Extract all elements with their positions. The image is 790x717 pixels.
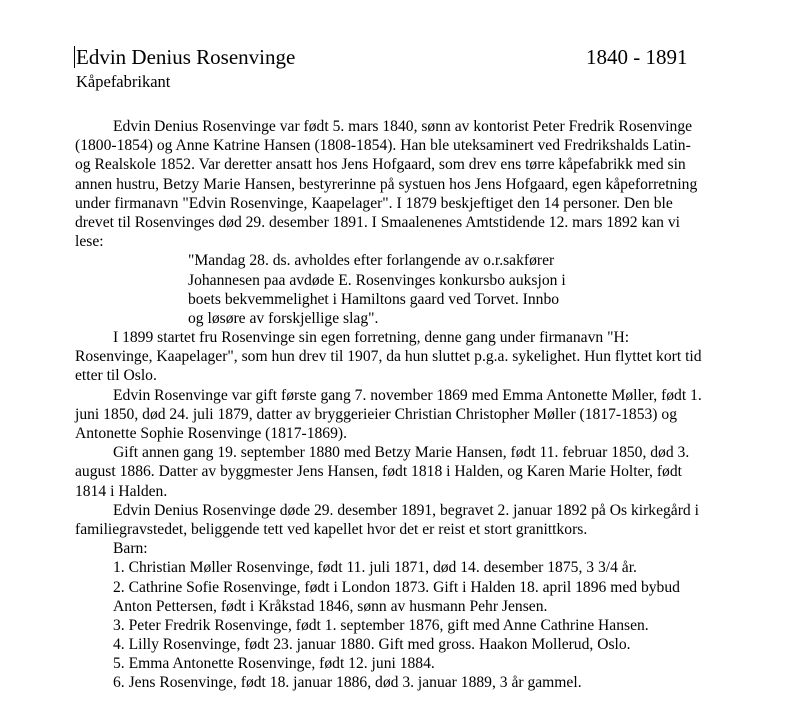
text-line: 2. Cathrine Sofie Rosenvinge, født i London 1873. Gift i Halden 18. april 1896 med bybud <box>113 578 680 596</box>
text-line: Edvin Rosenvinge var gift første gang 7. november 1869 med Emma Antonette Møller, født 1. <box>113 386 702 404</box>
text-line: Edvin Denius Rosenvinge døde 29. desember 1891, begravet 2. januar 1892 på Os kirkegård i <box>113 501 699 519</box>
text-line: etter til Oslo. <box>75 367 157 385</box>
text-line: Barn: <box>113 540 148 558</box>
text-line: drevet til Rosenvinges død 29. desember 1891. I Smaalenenes Amtstidende 12. mars 1892 kan vi <box>75 213 681 231</box>
occupation-subtitle: Kåpefabrikant <box>76 72 171 91</box>
quote-line: og løsøre av forskjellige slag". <box>188 309 379 327</box>
text-line: 5. Emma Antonette Rosenvinge, født 12. juni 1884. <box>113 655 435 673</box>
text-line: 1814 i Halden. <box>75 482 168 500</box>
quote-line: "Mandag 28. ds. avholdes efter forlangende av o.r.sakfører <box>188 252 555 270</box>
text-line: Gift annen gang 19. september 1880 med Betzy Marie Hansen, født 11. februar 1850, død 3. <box>113 444 690 462</box>
page-title: Edvin Denius Rosenvinge <box>76 45 296 69</box>
text-line: 6. Jens Rosenvinge, født 18. januar 1886, død 3. januar 1889, 3 år gammel. <box>113 674 582 692</box>
text-line: Edvin Denius Rosenvinge var født 5. mars 1840, sønn av kontorist Peter Fredrik Rosenvinge <box>113 118 693 135</box>
text-line: annen hustru, Betzy Marie Hansen, bestyrerinne på systuen hos Jens Hofgaard, egen kåpeforretning <box>75 175 698 193</box>
text-line: I 1899 startet fru Rosenvinge sin egen forretning, denne gang under firmanavn "H: <box>113 329 630 347</box>
text-line: 4. Lilly Rosenvinge, født 23. januar 1880. Gift med gross. Haakon Mollerud, Oslo. <box>113 636 631 654</box>
text-line: og Realskole 1852. Var deretter ansatt hos Jens Hofgaard, som drev ens tørre kåpefabrikk med sin <box>75 156 686 174</box>
text-cursor <box>74 46 75 68</box>
text-line: under firmanavn "Edvin Rosenvinge, Kaapelager". I 1879 beskjeftiget den 14 personer. Den ble <box>75 194 673 212</box>
text-line: 1. Christian Møller Rosenvinge, født 11. juli 1871, død 14. desember 1875, 3 3/4 år. <box>113 559 637 577</box>
text-line: Rosenvinge, Kaapelager", som hun drev til 1907, da hun sluttet p.g.a. sykelighet. Hun flyttet kort tid <box>75 348 702 366</box>
text-line: (1800-1854) og Anne Katrine Hansen (1808-1854). Han ble uteksaminert ved Fredrikshalds Latin- <box>75 137 691 155</box>
text-line: juni 1850, død 24. juli 1879, datter av bryggerieier Christian Christopher Møller (1817-1853) og <box>75 405 677 423</box>
document-body <box>75 117 725 693</box>
text-line: 3. Peter Fredrik Rosenvinge, født 1. september 1876, gift med Anne Cathrine Hansen. <box>113 616 649 634</box>
text-line: Anton Pettersen, født i Kråkstad 1846, sønn av husmann Pehr Jensen. <box>113 597 548 615</box>
text-line: familiegravstedet, beliggende tett ved kapellet hvor det er reist et stort granittkors. <box>75 520 588 538</box>
text-line: Antonette Sophie Rosenvinge (1817-1869). <box>75 425 347 442</box>
text-line: lese: <box>75 233 104 251</box>
quote-line: Johannesen paa avdøde E. Rosenvinges konkursbo auksjon i <box>188 271 566 289</box>
text-line: august 1886. Datter av byggmester Jens Hansen, født 1818 i Halden, og Karen Marie Holter, født <box>75 463 682 481</box>
quote-line: boets bekvemmelighet i Hamiltons gaard ved Torvet. Innbo <box>188 290 560 308</box>
life-years: 1840 - 1891 <box>586 45 688 69</box>
